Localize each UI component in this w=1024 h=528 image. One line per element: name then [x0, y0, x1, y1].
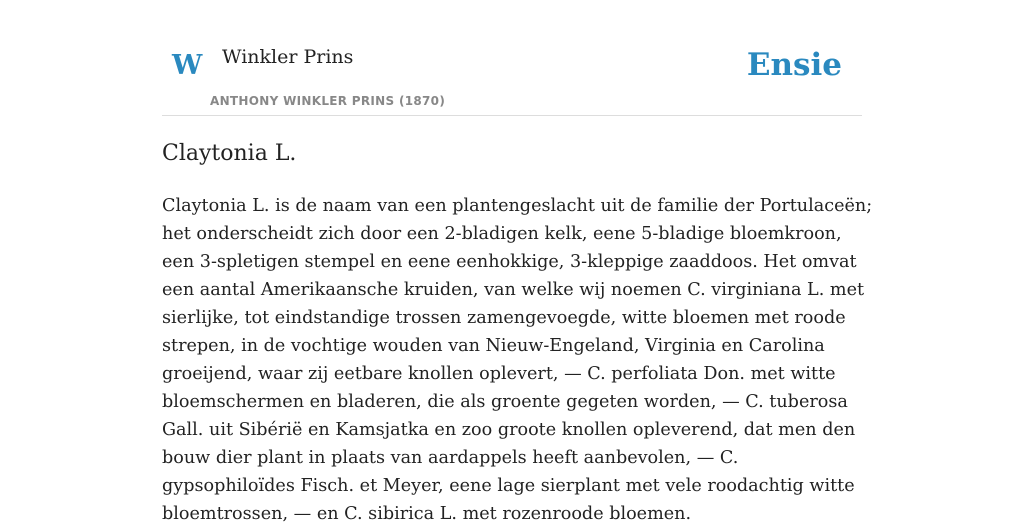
source-title[interactable]: Winkler Prins [222, 46, 354, 68]
page-container [162, 0, 873, 524]
article-title: Claytonia L. [162, 141, 297, 166]
source-subtitle: ANTHONY WINKLER PRINS (1870) [210, 94, 446, 108]
source-header [162, 0, 862, 116]
source-logo[interactable]: W [172, 50, 203, 81]
brand-logo[interactable]: Ensie [746, 47, 842, 83]
article-body: Claytonia L. is de naam van een plantengeslacht uit de familie der Portulaceën; het onderscheidt zich door een 2-bladigen kelk, eene 5-bladige bloemkroon, een 3-spletigen stempel en eene eenhokkige, 3-kleppige zaaddoos. Het omvat een aantal Amerikaansche kruiden, van welke wij noemen C. virginiana L. met sierlijke, tot eindstandige trossen zamengevoegde, witte bloemen met roode strepen, in de vochtige wouden van Nieuw-Engeland, Virginia en Carolina groeijend, waar zij eetbare knollen oplevert, — C. perfoliata Don. met witte bloemschermen en bladeren, die als groente gegeten worden, — C. tuberosa Gall. uit Sibérië en Kamsjatka en zoo groote knollen opleverend, dat men den bouw dier plant in plaats van aardappels heeft aanbevolen, — C. gypsophiloïdes Fisch. et Meyer, eene lage sierplant met vele roodachtig witte bloemtrossen, — en C. sibirica L. met rozenroode bloemen. [162, 196, 873, 524]
